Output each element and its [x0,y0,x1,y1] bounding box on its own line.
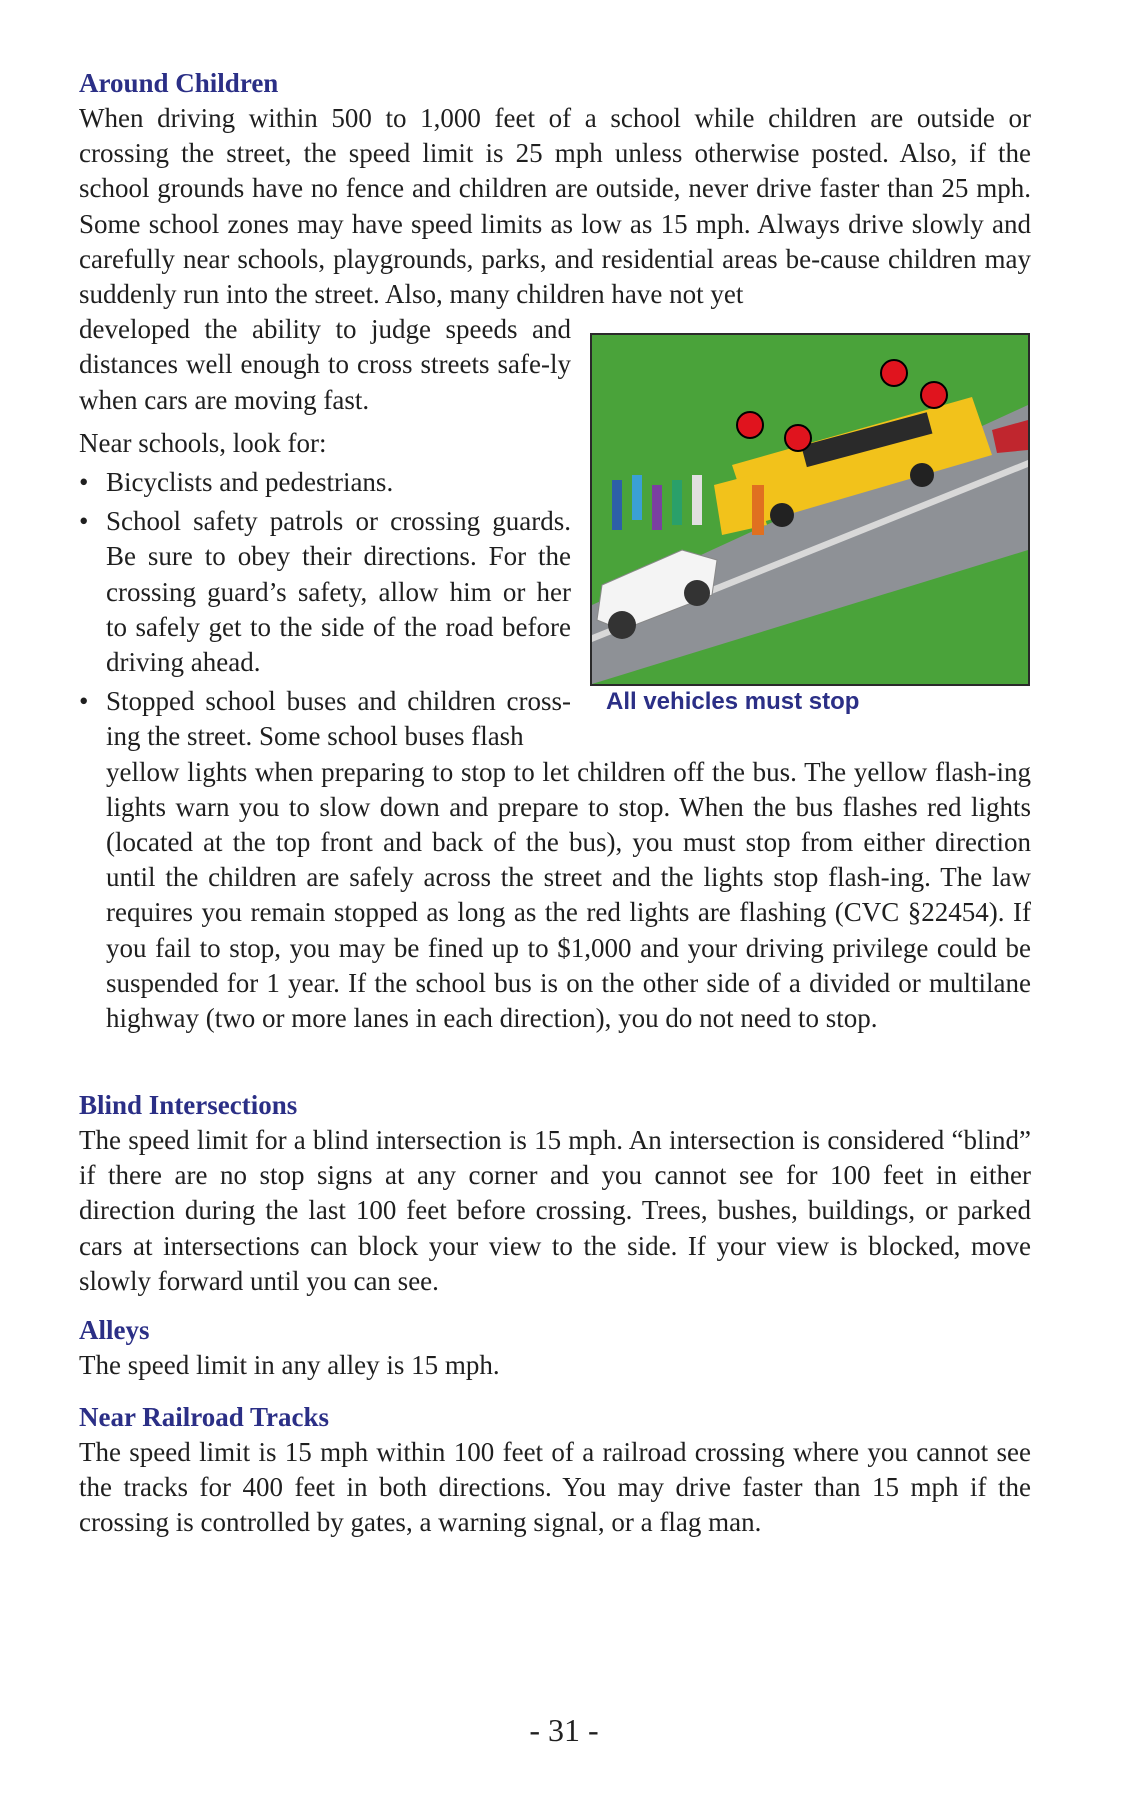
heading-alleys: Alleys [79,1315,150,1345]
list-item [79,465,571,500]
bullet-text: Stopped school buses and children cross-ing the street. Some school buses flash [106,686,571,752]
figure-caption: All vehicles must stop [606,688,860,715]
railroad-body: The speed limit is 15 mph within 100 feet of a railroad crossing where you cannot see the tracks for 400 feet in both directions. You may drive faster than 15 mph if the crossing is controlled by gates, a warning signal, or a flag man. [79,1437,1031,1538]
near-schools-label: Near schools, look for: [79,427,327,458]
near-schools-list [79,465,571,755]
heading-blind-intersections: Blind Intersections [79,1090,298,1120]
heading-railroad: Near Railroad Tracks [79,1402,330,1432]
section-railroad [79,1400,1031,1541]
section-blind-intersections [79,1088,1031,1299]
alleys-body: The speed limit in any alley is 15 mph. [79,1350,500,1380]
list-item [79,504,571,680]
children-intro-continued: developed the ability to judge speeds and distances well enough to cross streets safe-ly when cars are moving fast. [79,314,571,415]
page-number: - 31 - [529,1712,599,1748]
children-intro: When driving within 500 to 1,000 feet of a school while children are outside or crossing the street, the speed limit is 25 mph unless otherwise posted. Also, if the school grounds have no fence and children are outside, never drive faster than 25 mph. Some school zones may have speed limits as low as 15 mph. Always drive slowly and carefully near schools, playgrounds, parks, and residential areas be-cause children may suddenly run into the street. Also, many children have not yet [79,103,1031,310]
bullet-text: School safety patrols or crossing guards. Be sure to obey their directions. For the crossing guard’s safety, allow him or her to safely get to the side of the road before driving ahead. [106,506,571,678]
list-item [79,684,571,754]
bullet-icon: • [79,686,89,717]
bullet-icon: • [79,506,89,537]
bullet-text: Bicyclists and pedestrians. [106,467,394,498]
bullet-text-continued: yellow lights when preparing to stop to let children off the bus. The yellow flash-ing lights warn you to slow down and prepare to stop. When the bus flashes red lights (located at the top front and back of the bus), you must stop from either direction until the children are safely across the street and the lights stop flash-ing. The law requires you remain stopped as long as the red lights are flashing (CVC §22454). If you fail to stop, you may be fined up to $1,000 and your driving privilege could be suspended for 1 year. If the school bus is on the other side of a divided or multilane highway (two or more lanes in each direction), you do not need to stop. [106,756,1031,1034]
section-alleys [79,1313,1031,1383]
bullet-icon: • [79,467,89,498]
school-bus-illustration [590,333,1030,686]
heading-around-children: Around Children [79,68,279,98]
blind-body: The speed limit for a blind intersection is 15 mph. An intersection is considered “blind” if there are no stop signs at any corner and you cannot see for 100 feet in either direction during the last 100 feet before crossing. Trees, bushes, buildings, or parked cars at intersections can block your view to the side. If your view is blocked, move slowly forward until you can see. [79,1125,1031,1296]
